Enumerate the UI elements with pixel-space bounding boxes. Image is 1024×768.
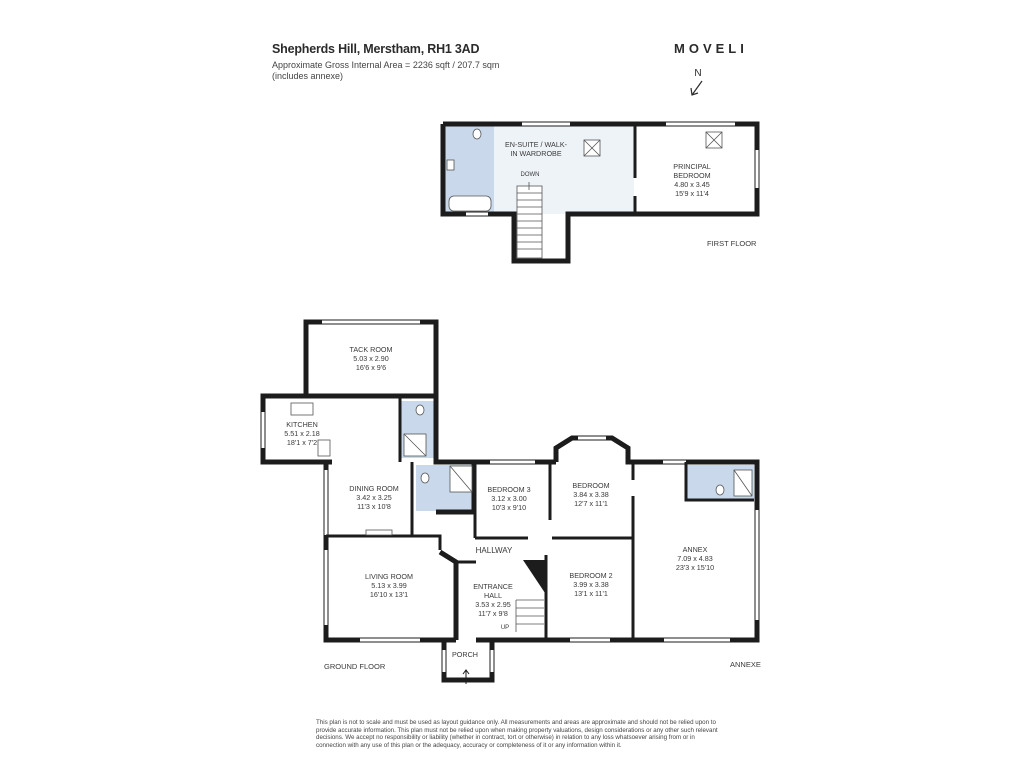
stair-void bbox=[523, 560, 547, 596]
bay-bedroom-walls bbox=[556, 438, 637, 462]
room-kitchen: KITCHEN 5.51 x 2.18 18'1 x 7'2 bbox=[284, 420, 320, 447]
room-tack: TACK ROOM 5.03 x 2.90 16'6 x 9'6 bbox=[349, 345, 393, 372]
compass-letter: N bbox=[694, 68, 702, 79]
stairs-ground-floor bbox=[516, 600, 544, 632]
room-bedroom-2: BEDROOM 2 3.99 x 3.38 13'1 x 11'1 bbox=[569, 571, 613, 598]
room-porch: PORCH bbox=[452, 650, 478, 659]
stairs-up-label: UP bbox=[500, 625, 510, 631]
hob bbox=[291, 403, 313, 415]
stairs-first-floor bbox=[517, 182, 542, 258]
room-dining: DINING ROOM 3.42 x 3.25 11'3 x 10'8 bbox=[349, 484, 399, 511]
porch-walls bbox=[444, 640, 492, 680]
disclaimer: This plan is not to scale and must be used as layout guidance only. All measurements and areas are approximate and should not be relied upon to provide accurate information. This plan must not be relied upon when making property valuations, design considerations or any other such relevant decisions. We accept no responsibility or liability (whether in contract, tort or otherwise) in relation to any loss whatsoever arising from or in connection with any use of this plan or the adequacy, accuracy or completeness of it or any information within it. bbox=[316, 719, 718, 749]
property-address: Shepherds Hill, Merstham, RH1 3AD bbox=[272, 42, 480, 56]
gross-area: Approximate Gross Internal Area = 2236 sqft / 207.7 sqm bbox=[272, 60, 500, 70]
sideboard bbox=[366, 530, 392, 535]
toilet bbox=[716, 485, 724, 495]
first-floor-label: FIRST FLOOR bbox=[707, 239, 757, 248]
room-entrance-hall: ENTRANCE HALL 3.53 x 2.95 11'7 x 9'8 bbox=[473, 582, 513, 618]
area-note: (includes annexe) bbox=[272, 71, 344, 81]
ground-floor-label: GROUND FLOOR bbox=[324, 662, 386, 671]
room-bedroom: BEDROOM 3.84 x 3.38 12'7 x 11'1 bbox=[572, 481, 610, 508]
room-annex: ANNEX 7.09 x 4.83 23'3 x 15'10 bbox=[675, 545, 715, 572]
ensuite-wardrobe-area bbox=[494, 125, 634, 214]
annexe-label: ANNEXE bbox=[730, 660, 761, 669]
dining-living-partition bbox=[326, 536, 440, 550]
toilet bbox=[421, 473, 429, 483]
room-bedroom-3: BEDROOM 3 3.12 x 3.00 10'3 x 9'10 bbox=[487, 485, 531, 512]
bathtub bbox=[449, 196, 491, 211]
toilet bbox=[473, 129, 481, 139]
moveli-logo: MOVELI bbox=[674, 41, 748, 56]
toilet bbox=[416, 405, 424, 415]
sink bbox=[447, 160, 454, 170]
stairs-down-label: DOWN bbox=[520, 172, 540, 178]
room-living: LIVING ROOM 5.13 x 3.99 16'10 x 13'1 bbox=[365, 572, 413, 599]
room-ensuite: EN-SUITE / WALK- IN WARDROBE bbox=[504, 140, 568, 158]
room-principal-bedroom: PRINCIPAL BEDROOM 4.80 x 3.45 15'9 x 11'4 bbox=[673, 162, 711, 198]
kitchen-sink bbox=[318, 440, 330, 456]
room-hallway: HALLWAY bbox=[475, 546, 513, 555]
